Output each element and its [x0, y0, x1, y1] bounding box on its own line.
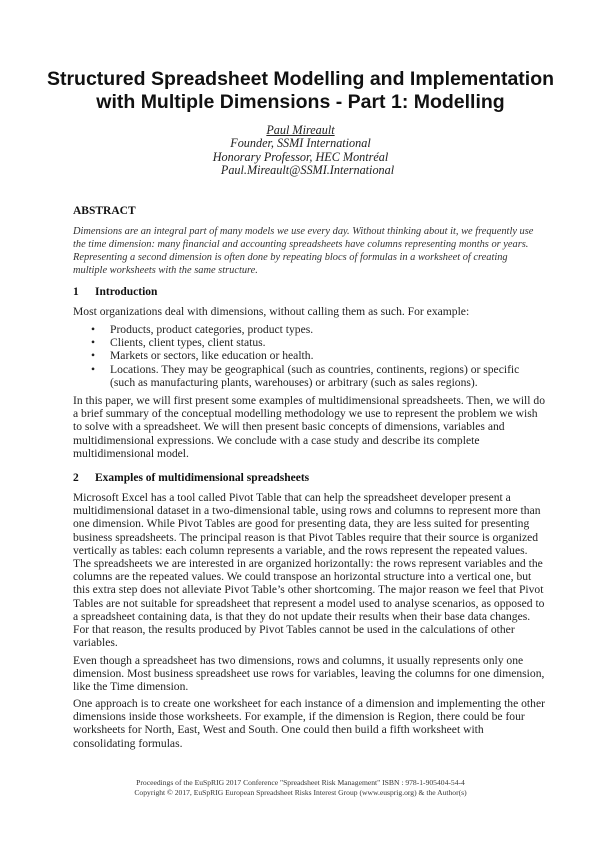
abstract-heading: ABSTRACT [73, 205, 136, 217]
intro-line: Most organizations deal with dimensions, without calling them as such. For example: [73, 305, 470, 318]
paragraph-line: Even though a spreadsheet has two dimensions, rows and columns, it usually represents only one [73, 654, 524, 667]
bullet-list [73, 323, 535, 389]
bullet-icon: • [91, 323, 96, 336]
paragraph-line: one dimension. While Pivot Tables are good for presenting data, they are less suited for presenting [73, 517, 530, 531]
list-item-text: Locations. They may be geographical (such as countries, continents, regions) or specific [110, 362, 520, 376]
paragraph-line: like the Time dimension. [73, 680, 189, 694]
abstract-line: Dimensions are an integral part of many models we use every day. Without thinking about it, we frequently use [73, 226, 534, 237]
list-item [73, 363, 535, 389]
list-item [73, 323, 535, 336]
section-1-paragraph [73, 394, 545, 460]
author-block [100, 124, 501, 177]
bullet-icon: • [91, 336, 96, 350]
page-footer [40, 778, 561, 797]
section-2-paragraph-3 [73, 697, 545, 750]
paragraph-line: a spreadsheet containing data, is that they do not update their results when their base data changes. [73, 609, 531, 623]
list-item [73, 336, 535, 349]
bullet-icon: • [91, 362, 96, 376]
paragraph-line: multidimensional expressions. We conclude with a case study and describe its complete [73, 433, 480, 447]
section-2-paragraph-1 [73, 491, 545, 650]
list-item-text: Clients, client types, client status. [110, 336, 266, 350]
abstract-line: multiple worksheets with the same structure. [73, 265, 258, 276]
paragraph-line: this extra step does not alleviate Pivot Table’s other shortcoming. The major reason we feel that Pivot [73, 583, 544, 597]
section-2-heading [73, 472, 309, 484]
paragraph-line: variables. [73, 636, 118, 650]
paragraph-line: The spreadsheets we are interested in are organized horizontally: the rows represent variables and the [73, 557, 543, 571]
title-line-1: Structured Spreadsheet Modelling and Implementation [46, 68, 555, 90]
section-title: Introduction [95, 286, 158, 298]
paragraph-line: One approach is to create one worksheet for each instance of a dimension and implementing the other [73, 697, 545, 710]
section-2-paragraph-2 [73, 654, 545, 694]
footer-copyright: Copyright © 2017, EuSpRIG European Spreadsheet Risks Interest Group (www.eusprig.org) & the Author(s) [134, 787, 467, 797]
paragraph-line: a brief summary of the conceptual modelling methodology we use to represent the problem we wish [73, 407, 538, 421]
paragraph-line: to solve with a spreadsheet. We will then present basic concepts of dimensions, variables and [73, 420, 505, 434]
author-email: Paul.Mireault@SSMI.International [220, 162, 395, 177]
section-number: 1 [73, 286, 79, 298]
paragraph-line: multidimensional dataset in a two-dimensional table, using rows and columns to represent more than [73, 504, 541, 518]
paragraph-line: dimensions inside those worksheets. For example, if the dimension is Region, there could be four [73, 710, 525, 724]
paper-title [40, 68, 561, 114]
paragraph-line: In this paper, we will first present some examples of multidimensional spreadsheets. Then, we will do [73, 394, 545, 407]
paragraph-line: consolidating formulas. [73, 736, 183, 750]
abstract-line: the time dimension: many financial and accounting spreadsheets have columns representing months or years. [73, 239, 529, 250]
paragraph-line: business spreadsheets. The principal reason is that Pivot Tables require that their source is organized [73, 530, 539, 544]
author-affiliation-1: Founder, SSMI International [230, 136, 371, 151]
list-item-text: Products, product categories, product types. [110, 323, 314, 336]
paragraph-line: Microsoft Excel has a tool called Pivot Table that can help the spreadsheet developer present a [73, 491, 511, 504]
footer-proceedings: Proceedings of the EuSpRIG 2017 Conference "Spreadsheet Risk Management" ISBN : 978-1-905404-54-4 [136, 778, 465, 787]
paragraph-line: dimension. Most business spreadsheet use rows for variables, leaving the columns for one dimension, [73, 667, 545, 681]
section-1-heading [73, 286, 157, 298]
paragraph-line: columns are the repeated values. We could transpose an horizontal structure into a vertical one, but [73, 570, 532, 584]
paragraph-line: Tables are not suitable for spreadsheet that represent a model used to analyse scenarios, as opposed to [73, 596, 545, 610]
section-1-intro [73, 305, 535, 318]
abstract-text [73, 225, 533, 277]
author-name: Paul Mireault [266, 123, 335, 137]
abstract-line: Representing a second dimension is often done by repeating blocs of formulas in a worksheet of creating [73, 252, 508, 263]
list-item-text: (such as manufacturing plants, warehouses) or arbitrary (such as sales regions). [110, 375, 478, 389]
paragraph-line: multidimensional model. [73, 446, 189, 460]
paragraph-line: vertically as tables: each column represents a variable, and the rows represent the repeated values. [73, 543, 528, 557]
bullet-icon: • [91, 349, 96, 363]
section-title: Examples of multidimensional spreadsheets [95, 472, 310, 484]
author-affiliation-2: Honorary Professor, HEC Montréal [212, 149, 389, 164]
paragraph-line: For that reason, the results produced by Pivot Tables cannot be used in the calculations of other [73, 623, 515, 637]
list-item [73, 349, 535, 362]
section-number: 2 [73, 472, 79, 484]
title-line-2: with Multiple Dimensions - Part 1: Modelling [96, 91, 505, 113]
list-item-text: Markets or sectors, like education or health. [110, 349, 314, 363]
paragraph-line: worksheets for North, East, West and South. One could then build a fifth worksheet with [73, 723, 484, 737]
